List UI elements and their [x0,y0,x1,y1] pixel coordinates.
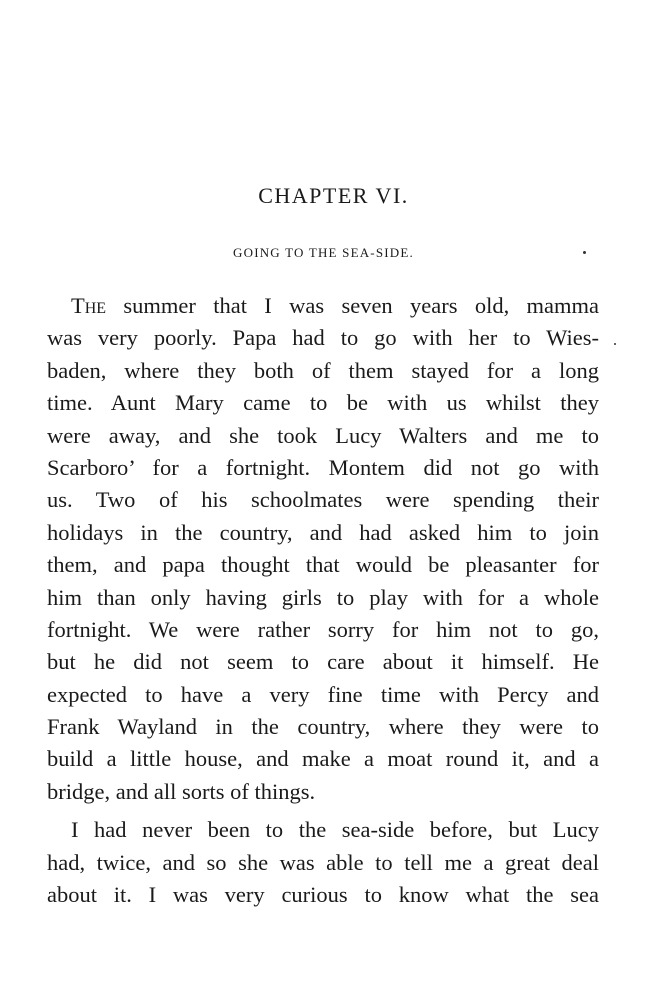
chapter-title: CHAPTER VI. [258,183,409,208]
chapter-subtitle: GOING TO THE SEA-SIDE. [233,245,414,260]
print-speck [583,251,586,254]
text-line: but he did not seem to care about it himself. He [47,649,599,675]
text-line: had, twice, and so she was able to tell me a great deal [47,849,599,875]
text-line: were away, and she took Lucy Walters and me to [47,422,599,448]
text-line: time. Aunt Mary came to be with us whilst they [47,390,599,416]
print-speck [614,343,616,345]
text-line: build a little house, and make a moat round it, and a [47,746,599,772]
text-line: was very poorly. Papa had to go with her to Wies- [47,325,599,351]
text-line: holidays in the country, and had asked him to join [47,519,599,545]
text-line: fortnight. We were rather sorry for him not to go, [47,616,599,642]
text-line: them, and papa thought that would be pleasanter for [47,552,599,578]
text-line: Scarboro’ for a fortnight. Montem did not go with [47,454,599,480]
text-line: baden, where they both of them stayed for a long [47,357,599,383]
text-line: I had never been to the sea-side before, but Lucy [71,817,599,843]
text-line: us. Two of his schoolmates were spending their [47,487,599,513]
text-line: expected to have a very fine time with Percy and [47,681,599,707]
text-line: about it. I was very curious to know what the sea [47,882,599,908]
text-line: him than only having girls to play with for a whole [47,584,599,610]
lead-word: The [71,293,107,318]
text-line: Frank Wayland in the country, where they were to [47,714,599,740]
text-line: bridge, and all sorts of things. [47,778,316,804]
text-line: The summer that I was seven years old, mamma [71,293,599,318]
body-text [47,290,599,911]
